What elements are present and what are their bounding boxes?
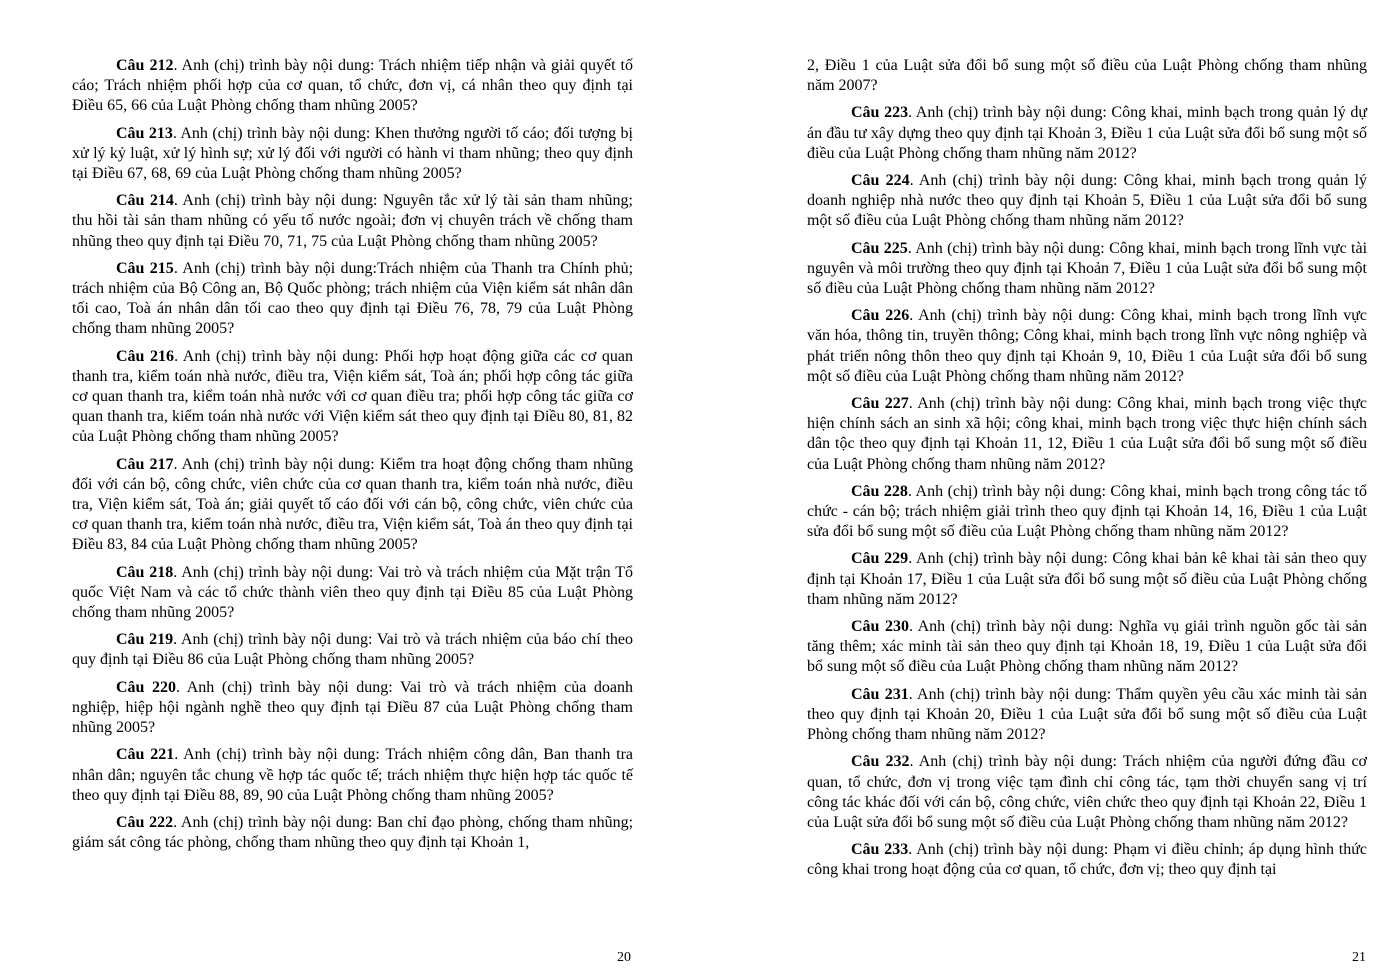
question-number: Câu 218 xyxy=(116,563,174,581)
question-222 xyxy=(72,813,633,853)
question-number: Câu 232 xyxy=(851,753,910,771)
question-222-continuation: 2, Điều 1 của Luật sửa đổi bổ sung một số điều của Luật Phòng chống tham nhũng năm 2007? xyxy=(807,57,1367,95)
question-212 xyxy=(72,56,633,117)
question-216 xyxy=(72,347,633,448)
question-text: . Anh (chị) trình bày nội dung: Công khai, minh bạch trong việc thực hiện chính sách an sinh xã hội; công khai, minh bạch trong việc thực hiện chính sách dân tộc theo quy định tại Khoản 11, 12, Điều 1 của Luật sửa đổi bổ sung một số điều của Luật Phòng chống tham nhũng năm 2012? xyxy=(807,395,1367,473)
question-text: . Anh (chị) trình bày nội dung: Trách nhiệm của người đứng đầu cơ quan, tổ chức, đơn vị trong việc tạm đình chỉ công tác, tạm thời chuyển sang vị trí công tác khác đối với cán bộ, công chức, viên chức theo quy định tại Khoản 22, Điều 1 của Luật sửa đổi bổ sung một số điều của Luật Phòng chống tham nhũng năm 2012? xyxy=(807,753,1368,831)
question-text: . Anh (chị) trình bày nội dung: Trách nhiệm tiếp nhận và giải quyết tố cáo; Trách nhiệm phối hợp của cơ quan, tổ chức, đơn vị, cá nhân theo quy định tại Điều 65, 66 của Luật Phòng chống tham nhũng 2005? xyxy=(72,57,634,115)
question-text: . Anh (chị) trình bày nội dung:Trách nhiệm của Thanh tra Chính phủ; trách nhiệm của Bộ Công an, Bộ Quốc phòng; trách nhiệm của Viện kiểm sát nhân dân tối cao, Toà án nhân dân tối cao theo quy định tại Điều 76, 78, 79 của Luật Phòng chống tham nhũng 2005? xyxy=(72,259,634,338)
question-number: Câu 227 xyxy=(851,395,909,413)
question-text: . Anh (chị) trình bày nội dung: Công khai, minh bạch trong công tác tổ chức - cán bộ; trách nhiệm giải trình theo quy định tại Khoản 14, 16, Điều 1 của Luật sửa đổi bổ sung một số điều của Luật Phòng chống tham nhũng năm 2012? xyxy=(807,482,1367,541)
question-218 xyxy=(72,563,633,624)
question-text: . Anh (chị) trình bày nội dung: Ban chỉ đạo phòng, chống tham nhũng; giám sát công tác phòng, chống tham nhũng theo quy định tại Khoản 1, xyxy=(72,813,634,852)
question-224 xyxy=(807,171,1367,232)
page-number-left: 20 xyxy=(617,950,631,965)
question-215 xyxy=(72,259,633,340)
question-text: . Anh (chị) trình bày nội dung: Công khai, minh bạch trong quản lý dự án đầu tư xây dựng theo quy định tại Khoản 3, Điều 1 của Luật sửa đổi bổ sung một số điều của Luật Phòng chống tham nhũng năm 2012? xyxy=(807,104,1368,162)
question-223 xyxy=(807,103,1367,164)
question-225 xyxy=(807,239,1367,300)
question-text: . Anh (chị) trình bày nội dung: Trách nhiệm công dân, Ban thanh tra nhân dân; nguyên tắc chung về hợp tác quốc tế; trách nhiệm thực hiện hợp tác quốc tế theo quy định tại Điều 88, 89, 90 của Luật Phòng chống tham nhũng 2005? xyxy=(72,746,633,804)
question-text: . Anh (chị) trình bày nội dung: Vai trò và trách nhiệm của doanh nghiệp, hiệp hội ngành nghề theo quy định tại Điều 87 của Luật Phòng chống tham nhũng 2005? xyxy=(72,678,633,737)
question-number: Câu 222 xyxy=(116,813,174,831)
question-232 xyxy=(807,752,1367,833)
question-number: Câu 217 xyxy=(116,455,174,473)
question-214 xyxy=(72,191,633,252)
question-number: Câu 221 xyxy=(116,746,175,764)
question-text: . Anh (chị) trình bày nội dung: Phối hợp hoạt động giữa các cơ quan thanh tra, kiểm toán nhà nước, điều tra, Viện kiểm sát, Toà án; phối hợp công tác giữa cơ quan thanh tra, kiểm toán nhà nước với cơ quan điều tra; phối hợp công tác giữa cơ quan thanh tra, kiểm toán nhà nước với Viện kiểm sát theo quy định tại Điều 80, 81, 82 của Luật Phòng chống tham nhũng 2005? xyxy=(72,347,634,446)
question-213 xyxy=(72,124,633,185)
question-217 xyxy=(72,455,633,556)
question-219 xyxy=(72,630,633,670)
question-228 xyxy=(807,482,1367,543)
question-number: Câu 219 xyxy=(116,631,174,649)
question-text: . Anh (chị) trình bày nội dung: Công khai, minh bạch trong quản lý doanh nghiệp nhà nước theo quy định tại Khoản 5, Điều 1 của Luật sửa đổi bổ sung một số điều của Luật Phòng chống tham nhũng năm 2012? xyxy=(807,172,1368,230)
question-number: Câu 228 xyxy=(851,482,908,500)
left-page xyxy=(72,0,633,970)
question-number: Câu 216 xyxy=(116,347,175,365)
question-229 xyxy=(807,549,1367,610)
question-number: Câu 212 xyxy=(116,57,174,74)
question-number: Câu 225 xyxy=(851,239,908,257)
right-page-body xyxy=(807,56,1367,888)
question-text: . Anh (chị) trình bày nội dung: Công khai, minh bạch trong lĩnh vực tài nguyên và môi trường theo quy định tại Khoản 7, Điều 1 của Luật sửa đổi bổ sung một số điều của Luật Phòng chống tham nhũng năm 2012? xyxy=(807,239,1368,298)
page-number-right: 21 xyxy=(1352,950,1366,965)
question-text: . Anh (chị) trình bày nội dung: Công khai bản kê khai tài sản theo quy định tại Khoản 17, Điều 1 của Luật sửa đổi bổ sung một số điều của Luật Phòng chống tham nhũng năm 2012? xyxy=(807,550,1368,608)
question-220 xyxy=(72,678,633,739)
left-page-body xyxy=(72,56,633,860)
question-text: . Anh (chị) trình bày nội dung: Vai trò và trách nhiệm của báo chí theo quy định tại Điều 86 của Luật Phòng chống tham nhũng 2005? xyxy=(72,631,633,669)
question-number: Câu 223 xyxy=(851,104,909,122)
question-text: . Anh (chị) trình bày nội dung: Nguyên tắc xử lý tài sản tham nhũng; thu hồi tài sản tham nhũng có yếu tố nước ngoài; đơn vị chuyên trách về chống tham nhũng theo quy định tại Điều 70, 71, 75 của Luật Phòng chống tham nhũng 2005? xyxy=(72,192,634,250)
question-text: . Anh (chị) trình bày nội dung: Công khai, minh bạch trong lĩnh vực văn hóa, thông tin, truyền thông; Công khai, minh bạch trong lĩnh vực nông nghiệp và phát triển nông thôn theo quy định tại Khoản 9, 10, Điều 1 của Luật sửa đổi bổ sung một số điều của Luật Phòng chống tham nhũng năm 2012? xyxy=(807,307,1367,385)
question-number: Câu 214 xyxy=(116,192,174,210)
question-number: Câu 230 xyxy=(851,618,909,636)
question-number: Câu 215 xyxy=(116,259,174,277)
question-number: Câu 224 xyxy=(851,172,910,190)
question-number: Câu 226 xyxy=(851,307,910,325)
question-text: . Anh (chị) trình bày nội dung: Khen thưởng người tố cáo; đối tượng bị xử lý kỷ luật, xử lý hình sự; xử lý đối với người có hành vi tham nhũng; theo quy định tại Điều 67, 68, 69 của Luật Phòng chống tham nhũng 2005? xyxy=(72,124,633,183)
question-number: Câu 213 xyxy=(116,124,173,142)
right-page xyxy=(807,0,1367,970)
question-text: . Anh (chị) trình bày nội dung: Nghĩa vụ giải trình nguồn gốc tài sản tăng thêm; xác minh tài sản theo quy định tại Khoản 18, 19, Điều 1 của Luật sửa đổi bổ sung một số điều của Luật Phòng chống tham nhũng năm 2012? xyxy=(807,618,1367,676)
question-number: Câu 229 xyxy=(851,550,909,568)
question-text: . Anh (chị) trình bày nội dung: Kiểm tra hoạt động chống tham nhũng đối với cán bộ, công chức, viên chức của cơ quan thanh tra, kiểm toán nhà nước, điều tra, Viện kiểm sát, Toà án; giải quyết tố cáo đối với cán bộ, công chức, viên chức của cơ quan thanh tra, kiểm toán nhà nước, điều tra, Viện kiểm sát, Toà án theo quy định tại Điều 83, 84 của Luật Phòng chống tham nhũng 2005? xyxy=(72,455,633,554)
question-230 xyxy=(807,617,1367,678)
question-221 xyxy=(72,745,633,806)
question-231 xyxy=(807,685,1367,746)
question-226 xyxy=(807,306,1367,387)
question-number: Câu 220 xyxy=(116,678,177,696)
question-text: . Anh (chị) trình bày nội dung: Vai trò và trách nhiệm của Mặt trận Tổ quốc Việt Nam và các tổ chức thành viên theo quy định tại Điều 85 của Luật Phòng chống tham nhũng 2005? xyxy=(72,563,633,622)
question-number: Câu 231 xyxy=(851,685,909,703)
question-text: . Anh (chị) trình bày nội dung: Phạm vi điều chỉnh; áp dụng hình thức công khai trong hoạt động của cơ quan, tổ chức, đơn vị; theo quy định tại xyxy=(807,841,1368,879)
question-text: . Anh (chị) trình bày nội dung: Thẩm quyền yêu cầu xác minh tài sản theo quy định tại Khoản 20, Điều 1 của Luật sửa đổi bổ sung một số điều của Luật Phòng chống tham nhũng năm 2012? xyxy=(807,685,1368,744)
question-number: Câu 233 xyxy=(851,841,909,859)
question-227 xyxy=(807,394,1367,475)
question-233 xyxy=(807,840,1367,880)
